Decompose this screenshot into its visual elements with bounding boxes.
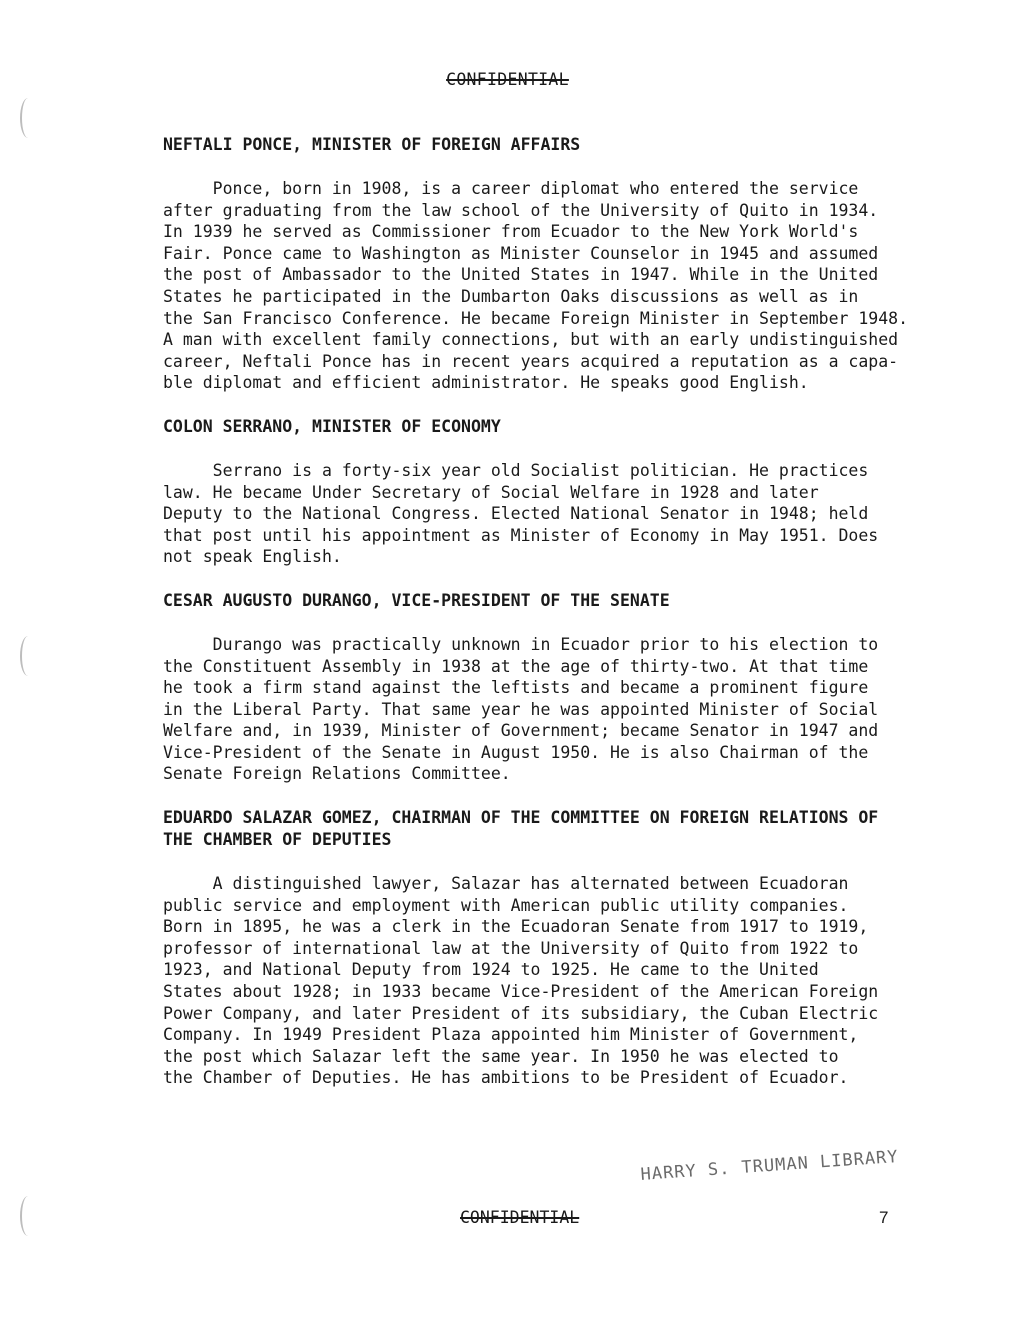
classification-header-text: CONFIDENTIAL — [446, 70, 569, 89]
section-paragraph: Durango was practically unknown in Ecuador prior to his election to the Constituent Assembly in 1938 at the age of thirty-two. At that time he took a firm stand against the leftists and became a prominent figure in the Liberal Party. That same year he was appointed Minister of Social Welfare and, in 1939, Minister of Government; became Senator in 1947 and Vice-President of the Senate in August 1950. He is also Chairman of the Senate Foreign Relations Committee. — [163, 634, 879, 784]
punch-hole — [20, 98, 36, 138]
section-heading: NEFTALI PONCE, MINISTER OF FOREIGN AFFAIRS — [163, 135, 581, 154]
punch-hole — [20, 636, 36, 676]
section-heading: EDUARDO SALAZAR GOMEZ, CHAIRMAN OF THE COMMITTEE ON FOREIGN RELATIONS OF THE CHAMBER OF DEPUTIES — [163, 808, 879, 850]
page-number: 7 — [879, 1208, 889, 1227]
section-paragraph: A distinguished lawyer, Salazar has alternated between Ecuadoran public service and employment with American public utility companies. Born in 1895, he was a clerk in the Ecuadoran Senate from 1917 to 1919, professor of international law at the University of Quito from 1922 to 1923, and National Deputy from 1924 to 1925. He came to the United States about 1928; in 1933 became Vice-President of the American Foreign Power Company, and later President of its subsidiary, the Cuban Electric Company. In 1949 President Plaza appointed him Minister of Government, the post which Salazar left the same year. In 1950 he was elected to the Chamber of Deputies. He has ambitions to be President of Ecuador. — [163, 874, 879, 1088]
bio-section-serrano — [163, 416, 983, 568]
classification-footer — [460, 1208, 579, 1227]
bio-section-salazar — [163, 807, 983, 1089]
punch-hole — [20, 1196, 36, 1236]
document-body — [163, 134, 983, 1089]
section-heading: CESAR AUGUSTO DURANGO, VICE-PRESIDENT OF THE SENATE — [163, 590, 670, 610]
library-stamp: HARRY S. TRUMAN LIBRARY — [640, 1146, 900, 1185]
classification-header — [0, 70, 1015, 89]
section-paragraph: Ponce, born in 1908, is a career diplomat who entered the service after graduating from the law school of the University of Quito in 1934. In 1939 he served as Commissioner from Ecuador to the New York World's Fair. Ponce came to Washington as Minister Counselor in 1945 and assumed the post of Ambassador to the United States in 1947. While in the United States he participated in the Dumbarton Oaks discussions as well as in the San Francisco Conference. He became Foreign Minister in September 1948. A man with excellent family connections, but with an early undistinguished career, Neftali Ponce has in recent years acquired a reputation as a capa- ble diplomat and efficient administrator. He speaks good English. — [163, 179, 909, 393]
section-heading: COLON SERRANO, MINISTER OF ECONOMY — [163, 416, 501, 436]
bio-section-ponce — [163, 134, 983, 394]
classification-footer-text: CONFIDENTIAL — [460, 1208, 580, 1227]
bio-section-durango — [163, 590, 983, 785]
section-paragraph: Serrano is a forty-six year old Socialist politician. He practices law. He became Under Secretary of Social Welfare in 1928 and later Deputy to the National Congress. Elected National Senator in 1948; held that post until his appointment as Minister of Economy in May 1951. Does not speak English. — [163, 460, 879, 567]
